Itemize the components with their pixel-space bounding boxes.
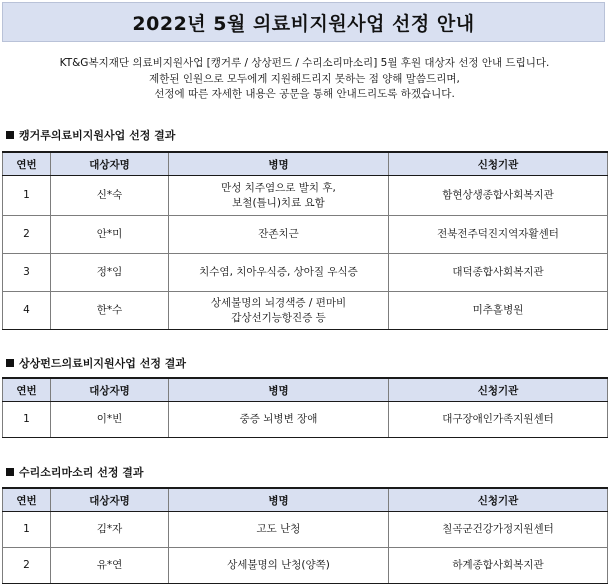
cell-name: 유*연 <box>51 548 169 584</box>
disease-line: 고도 난청 <box>256 523 301 535</box>
table-row <box>3 292 608 330</box>
table-row <box>3 512 608 548</box>
cell-name: 신*숙 <box>51 176 169 216</box>
section-heading-label: 수리소리마소리 선정 결과 <box>19 466 144 479</box>
disease-line: 보철(틀니)치료 요함 <box>232 196 325 209</box>
cell-no: 1 <box>3 176 51 216</box>
intro-line: 선정에 따른 자세한 내용은 공문을 통해 안내드리도록 하겠습니다. <box>154 88 455 100</box>
title-bar <box>2 2 605 42</box>
section-heading-sangsang <box>6 355 186 371</box>
cell-agency: 대구장애인가족지원센터 <box>389 402 608 438</box>
cell-no: 1 <box>3 402 51 438</box>
intro-line: 제한된 인원으로 모두에게 지원해드리지 못하는 점 양해 말씀드리며, <box>149 72 460 85</box>
table-row <box>3 216 608 254</box>
cell-agency: 대덕종합사회복지관 <box>389 254 608 292</box>
column-header-name: 대상자명 <box>51 152 169 176</box>
intro-text <box>0 56 609 103</box>
column-header-no: 연번 <box>3 378 51 402</box>
square-bullet-icon <box>6 359 14 367</box>
column-header-agency: 신청기관 <box>389 488 608 512</box>
cell-disease <box>169 254 389 292</box>
section-heading-label: 캥거루의료비지원사업 선정 결과 <box>19 129 176 142</box>
cell-no: 3 <box>3 254 51 292</box>
section-heading-label: 상상펀드의료비지원사업 선정 결과 <box>19 357 187 370</box>
column-header-name: 대상자명 <box>51 488 169 512</box>
cell-no: 2 <box>3 548 51 584</box>
column-header-disease: 병명 <box>169 378 389 402</box>
page-title: 2022년 5월 의료비지원사업 선정 안내 <box>132 12 475 35</box>
column-header-agency: 신청기관 <box>389 152 608 176</box>
table-row <box>3 548 608 584</box>
results-table-surisori <box>2 487 608 584</box>
disease-line: 잔존치근 <box>258 228 299 240</box>
cell-disease <box>169 548 389 584</box>
cell-disease <box>169 512 389 548</box>
cell-agency: 하계종합사회복지관 <box>389 548 608 584</box>
cell-disease <box>169 176 389 216</box>
results-table-kangaroo <box>2 151 608 330</box>
square-bullet-icon <box>6 131 14 139</box>
table-row <box>3 402 608 438</box>
disease-line: 중증 뇌병변 장애 <box>239 413 318 425</box>
disease-line: 만성 치주염으로 발치 후, <box>221 181 336 194</box>
column-header-name: 대상자명 <box>51 378 169 402</box>
disease-line: 상세불명의 뇌경색증 / 편마비 <box>210 296 347 309</box>
cell-name: 이*빈 <box>51 402 169 438</box>
column-header-agency: 신청기관 <box>389 378 608 402</box>
cell-name: 김*자 <box>51 512 169 548</box>
column-header-no: 연번 <box>3 152 51 176</box>
cell-disease <box>169 402 389 438</box>
cell-agency: 전북전주덕진지역자활센터 <box>389 216 608 254</box>
section-heading-kangaroo <box>6 127 175 143</box>
table-row <box>3 176 608 216</box>
cell-no: 2 <box>3 216 51 254</box>
cell-name: 정*임 <box>51 254 169 292</box>
cell-disease <box>169 216 389 254</box>
disease-line: 갑상선기능항진증 등 <box>231 311 326 324</box>
intro-line: KT&G복지재단 의료비지원사업 [캥거루 / 상상펀드 / 수리소리마소리] 5월 후원 대상자 선정 안내 드립니다. <box>59 57 550 69</box>
disease-line: 상세불명의 난청(양쪽) <box>227 559 330 571</box>
square-bullet-icon <box>6 468 14 476</box>
cell-agency: 미추홀병원 <box>389 292 608 330</box>
cell-name: 안*미 <box>51 216 169 254</box>
results-table-sangsang <box>2 377 608 438</box>
disease-line: 치수염, 치아우식증, 상아질 우식증 <box>199 266 358 278</box>
table-row <box>3 254 608 292</box>
cell-agency: 함현상생종합사회복지관 <box>389 176 608 216</box>
column-header-disease: 병명 <box>169 152 389 176</box>
section-heading-surisori <box>6 464 144 480</box>
cell-no: 4 <box>3 292 51 330</box>
cell-no: 1 <box>3 512 51 548</box>
cell-disease <box>169 292 389 330</box>
column-header-no: 연번 <box>3 488 51 512</box>
column-header-disease: 병명 <box>169 488 389 512</box>
cell-name: 한*수 <box>51 292 169 330</box>
cell-agency: 칠곡군건강가정지원센터 <box>389 512 608 548</box>
